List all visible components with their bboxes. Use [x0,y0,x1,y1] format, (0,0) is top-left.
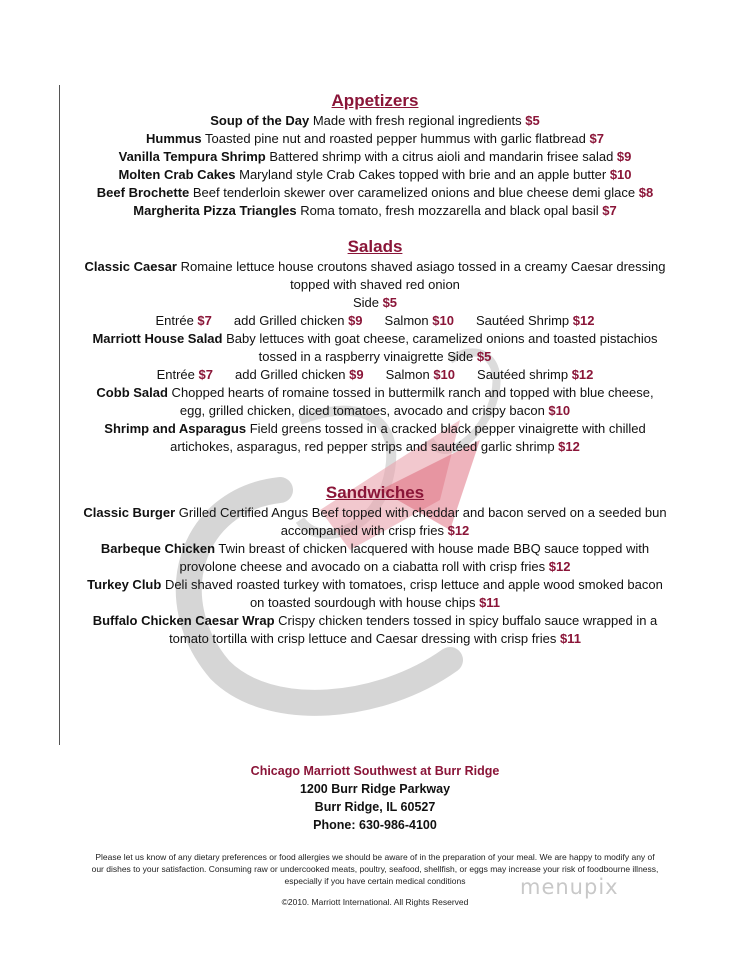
menupix-watermark: menupix [520,875,619,899]
salads-heading: Salads [347,237,403,256]
sandwiches-heading: Sandwiches [325,483,425,502]
hotel-address-block [0,762,750,834]
entree-option: Entrée $7 [156,367,213,382]
salmon-option: Salmon $10 [385,367,456,382]
list-item: Barbeque Chicken Twin breast of chicken lacquered with house made BBQ sauce topped with [100,541,650,556]
house-line-2: tossed in a raspberry vinaigrette Side $5 [258,349,492,364]
chicken-option: add Grilled chicken $9 [233,313,363,328]
list-item: Beef Brochette Beef tenderloin skewer over caramelized onions and blue cheese demi glace $8 [96,185,654,200]
shrimp-asparagus-line-2: artichokes, asparagus, red pepper strips and sautéed garlic shrimp $12 [170,439,580,454]
salmon-option: Salmon $10 [384,313,454,328]
allergy-disclaimer: Please let us know of any dietary preferences or food allergies we should be aware of in the preparation of your meal. We are happy to modify any of our dishes to your satisfaction. Consuming raw or undercooked meats, poultry, seafood, shellfish, or eggs may increase your risk of foodbourne illness, especially if you have certain medical conditions [91,852,659,886]
list-item: Classic Burger Grilled Certified Angus Beef topped with cheddar and bacon served on a seeded bun [83,505,667,520]
list-item: Hummus Toasted pine nut and roasted pepper hummus with garlic flatbread $7 [146,131,604,146]
list-item: Molten Crab Cakes Maryland style Crab Cakes topped with brie and an apple butter $10 [118,167,632,182]
appetizers-heading: Appetizers [331,91,419,110]
caesar-line-2: topped with shaved red onion [290,277,460,292]
address-line-2: Burr Ridge, IL 60527 [314,800,436,814]
list-item: Soup of the Day Made with fresh regional ingredients $5 [210,113,540,128]
chicken-option: add Grilled chicken $9 [234,367,364,382]
list-item: Buffalo Chicken Caesar Wrap Crispy chicken tenders tossed in spicy buffalo sauce wrapped in a [92,613,658,628]
list-item-cont: on toasted sourdough with house chips $11 [249,595,501,610]
left-rule [59,85,60,745]
shrimp-option: Sautéed shrimp $12 [477,367,594,382]
phone: Phone: 630-986-4100 [313,818,437,832]
shrimp-option: Sautéed Shrimp $12 [475,313,595,328]
shrimp-asparagus-line-1: Shrimp and Asparagus Field greens tossed in a cracked black pepper vinaigrette with chilled [104,421,646,436]
list-item-cont: provolone cheese and avocado on a ciabatta roll with crisp fries $12 [179,559,571,574]
list-item: Vanilla Tempura Shrimp Battered shrimp with a citrus aioli and mandarin frisee salad $9 [118,149,632,164]
caesar-side: Side $5 [352,295,398,310]
list-item: Turkey Club Deli shaved roasted turkey with tomatoes, crisp lettuce and apple wood smoked bacon [87,577,663,592]
list-item: Margherita Pizza Triangles Roma tomato, fresh mozzarella and black opal basil $7 [133,203,617,218]
caesar-line-1: Classic Caesar Romaine lettuce house croutons shaved asiago tossed in a creamy Caesar dressing [84,259,666,274]
list-item-cont: accompanied with crisp fries $12 [280,523,470,538]
house-line-1: Marriott House Salad Baby lettuces with goat cheese, caramelized onions and toasted pistachios [92,331,658,346]
cobb-line-1: Cobb Salad Chopped hearts of romaine tossed in buttermilk ranch and topped with blue cheese, [96,385,654,400]
list-item-cont: tomato tortilla with crisp lettuce and Caesar dressing with crisp fries $11 [169,631,581,646]
cobb-line-2: egg, grilled chicken, diced tomatoes, avocado and crispy bacon $10 [179,403,571,418]
appetizer-list [62,112,688,220]
house-options [62,366,688,384]
caesar-options [62,312,688,330]
entree-option: Entrée $7 [155,313,212,328]
address-line-1: 1200 Burr Ridge Parkway [299,782,451,796]
copyright: ©2010. Marriott International. All Rights Reserved [281,897,469,907]
menu-body [62,90,688,648]
hotel-name: Chicago Marriott Southwest at Burr Ridge [250,764,500,778]
